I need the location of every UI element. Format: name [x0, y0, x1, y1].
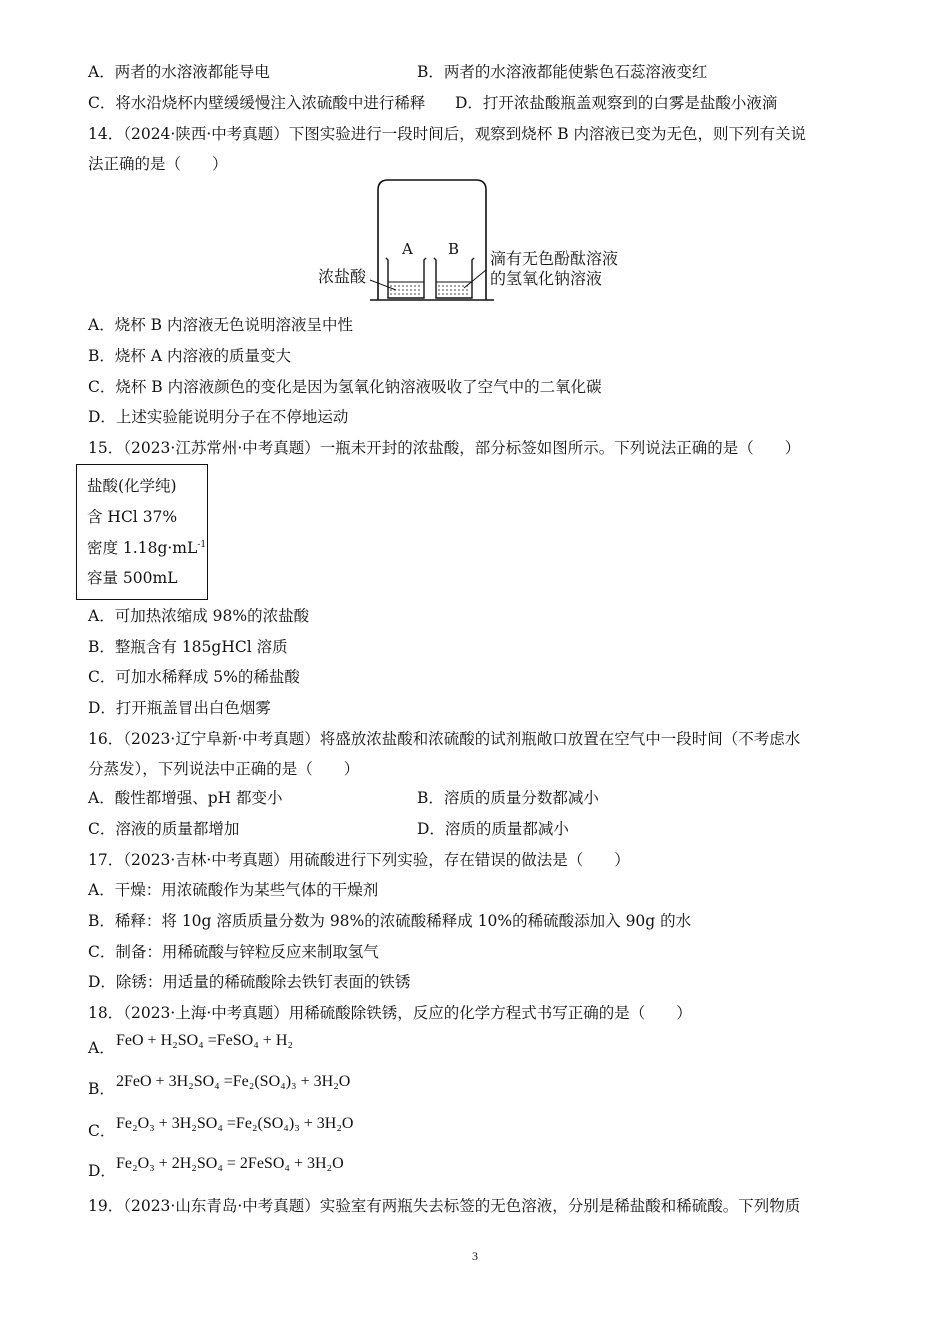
left-label: 浓盐酸: [318, 267, 367, 286]
page-number: 3: [472, 1249, 478, 1263]
q17-option-b: B．稀释：将 10g 溶质质量分数为 98%的浓硫酸稀释成 10%的稀硫酸添加入 90g 的水: [88, 912, 692, 930]
q17-stem-line1: 17．（2023·吉林·中考真题）用硫酸进行下列实验，存在错误的做法是（ ）: [88, 851, 630, 869]
label-density-sup: -1: [197, 539, 207, 550]
q14-option-a: A．烧杯 B 内溶液无色说明溶液呈中性: [88, 316, 353, 334]
q14-option-b: B．烧杯 A 内溶液的质量变大: [88, 347, 291, 365]
q15-option-b: B．整瓶含有 185gHCl 溶质: [88, 638, 288, 656]
q15-option-c: C．可加水稀释成 5%的稀盐酸: [88, 668, 300, 686]
q18-formula-b: 2FeO + 3H₂SO₄ =Fe₂(SO₄)₃ + 3H₂O: [116, 1073, 351, 1090]
q18-option-b-letter: B．: [88, 1080, 115, 1098]
q14-apparatus-figure: [300, 172, 660, 308]
right-label-line1: 滴有无色酚酞溶液: [490, 249, 619, 268]
beaker-b-label: B: [448, 240, 460, 258]
q13-option-b: B．两者的水溶液都能使紫色石蕊溶液变红: [417, 63, 708, 81]
q14-stem-line2: 法正确的是（ ）: [88, 155, 228, 173]
q18-formula-a: FeO + H₂SO₄ =FeSO₄ + H₂: [116, 1032, 293, 1049]
label-name: 盐酸(化学纯): [87, 477, 177, 495]
q15-option-d: D．打开瓶盖冒出白色烟雾: [88, 699, 271, 717]
q16-stem-line1: 16．（2023·辽宁阜新·中考真题）将盛放浓盐酸和浓硫酸的试剂瓶敞口放置在空气中一段时间（不考虑水: [88, 730, 801, 748]
q13-option-d: D．打开浓盐酸瓶盖观察到的白雾是盐酸小液滴: [455, 94, 778, 112]
beaker-a: [386, 258, 426, 298]
q13-option-a: A．两者的水溶液都能导电: [88, 63, 270, 81]
q17-option-c: C．制备：用稀硫酸与锌粒反应来制取氢气: [88, 943, 379, 961]
q19-stem-line1: 19．（2023·山东青岛·中考真题）实验室有两瓶失去标签的无色溶液，分别是稀盐酸和稀硫酸。下列物质: [88, 1197, 801, 1215]
label-density-text: 密度 1.18g·mL: [87, 539, 198, 557]
q18-stem-line1: 18．（2023·上海·中考真题）用稀硫酸除铁锈，反应的化学方程式书写正确的是（ ）: [88, 1004, 692, 1022]
q18-formula-c: Fe₂O₃ + 3H₂SO₄ =Fe₂(SO₄)₃ + 3H₂O: [116, 1115, 354, 1132]
q18-option-a-letter: A．: [88, 1039, 115, 1057]
q16-option-c: C．溶液的质量都增加: [88, 820, 240, 838]
label-density: [87, 536, 206, 558]
q14-option-d: D．上述实验能说明分子在不停地运动: [88, 408, 349, 426]
q17-option-d: D．除锈：用适量的稀硫酸除去铁钉表面的铁锈: [88, 973, 411, 991]
q16-stem-line2: 分蒸发），下列说法中正确的是（ ）: [88, 760, 360, 778]
q13-option-c: C．将水沿烧杯内壁缓缓慢注入浓硫酸中进行稀释: [88, 94, 426, 112]
q17-option-a: A．干燥：用浓硫酸作为某些气体的干燥剂: [88, 881, 379, 899]
q18-formula-d: Fe₂O₃ + 2H₂SO₄ = 2FeSO₄ + 3H₂O: [116, 1155, 344, 1172]
hcl-bottle-label: [76, 464, 208, 600]
q14-option-c: C．烧杯 B 内溶液颜色的变化是因为氢氧化钠溶液吸收了空气中的二氧化碳: [88, 378, 602, 396]
q18-option-d-letter: D．: [88, 1162, 116, 1180]
right-leader-line: [464, 270, 486, 288]
q16-option-a: A．酸性都增强、pH 都变小: [88, 789, 283, 807]
q18-option-c-letter: C．: [88, 1122, 116, 1140]
beaker-b: [434, 258, 474, 298]
label-content: 含 HCl 37%: [87, 508, 178, 526]
label-volume: 容量 500mL: [87, 569, 178, 587]
q14-stem-line1: 14．（2024·陕西·中考真题）下图实验进行一段时间后，观察到烧杯 B 内溶液已变为无色，则下列有关说: [88, 125, 807, 143]
q15-stem-line1: 15．（2023·江苏常州·中考真题）一瓶未开封的浓盐酸，部分标签如图所示。下列说法正确的是（ ）: [88, 439, 801, 457]
q15-option-a: A．可加热浓缩成 98%的浓盐酸: [88, 607, 310, 625]
q16-option-b: B．溶质的质量分数都减小: [417, 789, 599, 807]
beaker-a-label: A: [402, 240, 413, 258]
right-label-line2: 的氢氧化钠溶液: [490, 269, 603, 288]
q16-option-d: D．溶质的质量都减小: [417, 820, 569, 838]
